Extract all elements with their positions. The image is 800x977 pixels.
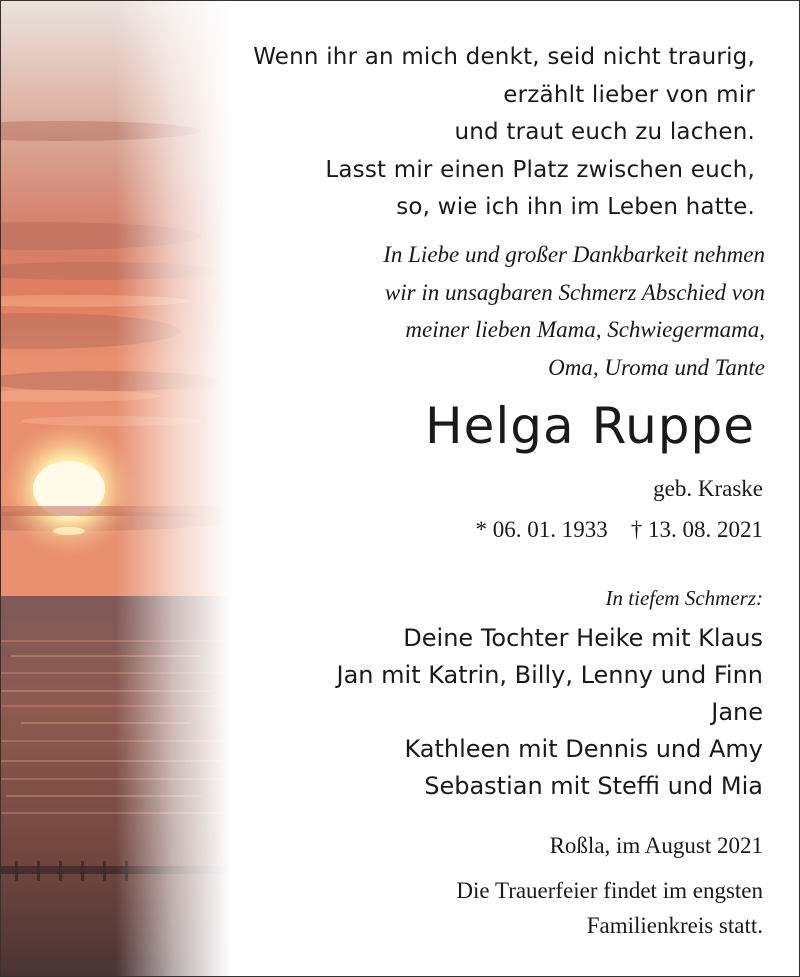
- place-date: Roßla, im August 2021: [549, 833, 763, 858]
- mourner-line: Sebastian mit Steffi und Mia: [424, 772, 763, 800]
- poem-line: Lasst mir einen Platz zwischen euch,: [325, 156, 755, 183]
- farewell-intro: [383, 236, 765, 386]
- intro-line: In Liebe und großer Dankbarkeit nehmen: [383, 242, 765, 267]
- funeral-note: [456, 873, 763, 943]
- birth-name: geb. Kraske: [653, 476, 763, 501]
- mourner-line: Kathleen mit Dennis und Amy: [404, 735, 763, 763]
- poem-line: erzählt lieber von mir: [503, 81, 755, 108]
- intro-line: meiner lieben Mama, Schwiegermama,: [405, 317, 765, 342]
- poem-line: so, wie ich ihn im Leben hatte.: [396, 194, 755, 220]
- funeral-line: Familienkreis statt.: [586, 913, 763, 938]
- poem: [253, 39, 755, 227]
- deceased-name: Helga Ruppe: [425, 397, 755, 455]
- mourning-label: In tiefem Schmerz:: [605, 586, 763, 610]
- intro-line: wir in unsagbaren Schmerz Abschied von: [384, 279, 765, 305]
- intro-line: Oma, Uroma und Tante: [548, 354, 765, 380]
- mourner-line: Jane: [711, 698, 763, 726]
- mourner-line: Jan mit Katrin, Billy, Lenny und Finn: [336, 661, 763, 689]
- poem-line: und traut euch zu lachen.: [454, 119, 755, 145]
- photo-fade-overlay: [1, 1, 231, 976]
- poem-line: Wenn ihr an mich denkt, seid nicht traurig,: [253, 44, 755, 70]
- mourners-list: [337, 620, 763, 805]
- mourner-line: Deine Tochter Heike mit Klaus: [403, 624, 763, 652]
- life-dates: * 06. 01. 1933 † 13. 08. 2021: [475, 517, 763, 542]
- funeral-line: Die Trauerfeier findet im engsten: [456, 878, 763, 903]
